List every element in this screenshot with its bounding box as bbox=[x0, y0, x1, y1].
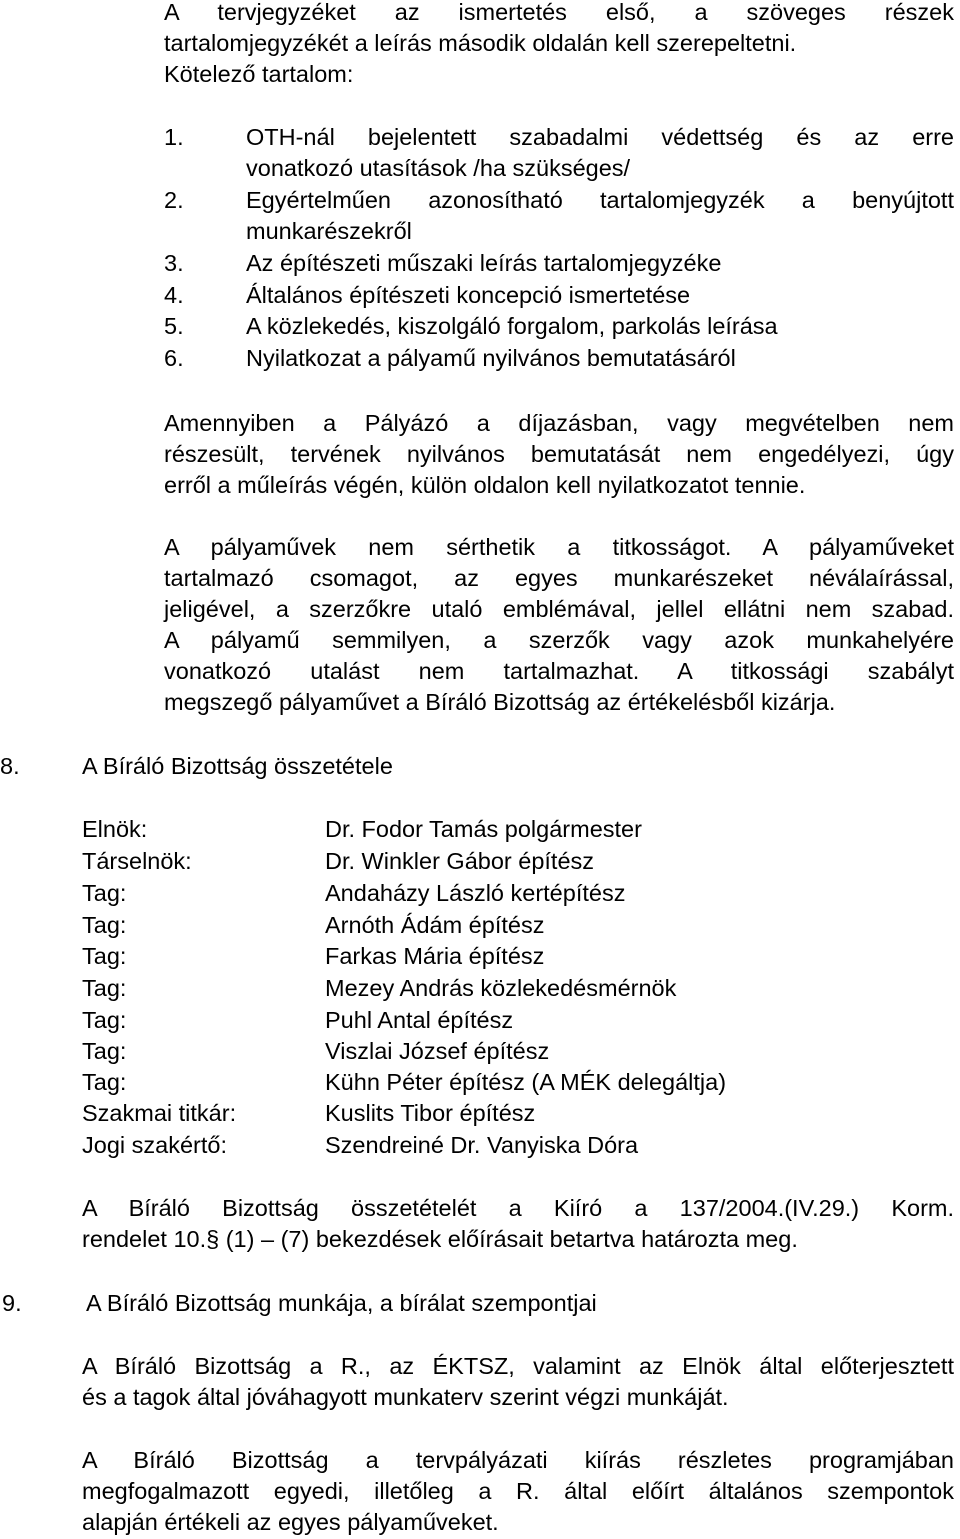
text-line: A Bíráló Bizottság a tervpályázati kiírás részletes programjában bbox=[82, 1447, 954, 1473]
committee-role: Társelnök: bbox=[82, 848, 192, 874]
intro-paragraph bbox=[164, 0, 954, 90]
list-item bbox=[164, 280, 954, 311]
list-number: 1. bbox=[164, 124, 184, 150]
committee-name: Farkas Mária építész bbox=[325, 943, 545, 969]
declaration-paragraph bbox=[164, 408, 954, 501]
text-line: megszegő pályaművet a Bíráló Bizottság az értékelésből kizárja. bbox=[164, 689, 836, 715]
list-item-text: A közlekedés, kiszolgáló forgalom, parkolás leírása bbox=[246, 313, 778, 339]
section-title: A Bíráló Bizottság összetétele bbox=[82, 753, 393, 779]
committee-name: Dr. Fodor Tamás polgármester bbox=[325, 816, 642, 842]
text-line: tartalmazó csomagot, az egyes munkarészeket néválaírással, bbox=[164, 565, 954, 591]
committee-role: Tag: bbox=[82, 1007, 127, 1033]
text-line: vonatkozó utalást nem tartalmazhat. A titkossági szabályt bbox=[164, 658, 954, 684]
committee-name: Kuslits Tibor építész bbox=[325, 1100, 536, 1126]
text-line: rendelet 10.§ (1) – (7) bekezdések előírásait betartva határozta meg. bbox=[82, 1226, 798, 1252]
text-line: jeligével, a szerzőkre utaló emblémával, jellel ellátni nem szabad. bbox=[164, 596, 954, 622]
committee-role: Tag: bbox=[82, 943, 127, 969]
list-item-text: Általános építészeti koncepció ismertetése bbox=[246, 282, 691, 308]
committee-role: Elnök: bbox=[82, 816, 148, 842]
text-line: tartalomjegyzékét a leírás második oldalán kell szerepeltetni. bbox=[164, 30, 797, 56]
text-line: A tervjegyzéket az ismertetés első, a szöveges részek bbox=[164, 0, 954, 25]
committee-role: Tag: bbox=[82, 912, 127, 938]
committee-role: Tag: bbox=[82, 975, 127, 1001]
text-line: erről a műleírás végén, külön oldalon kell nyilatkozatot tennie. bbox=[164, 472, 806, 498]
list-item bbox=[164, 343, 954, 374]
committee-name: Viszlai József építész bbox=[325, 1038, 550, 1064]
committee-role: Tag: bbox=[82, 880, 127, 906]
section-title: A Bíráló Bizottság munkája, a bírálat szempontjai bbox=[86, 1290, 597, 1316]
list-item bbox=[164, 248, 954, 279]
list-item bbox=[164, 311, 954, 342]
text-line: és a tagok által jóváhagyott munkaterv szerint végzi munkáját. bbox=[82, 1384, 729, 1410]
committee-role: Tag: bbox=[82, 1038, 127, 1064]
text-line: A pályaművek nem sérthetik a titkosságot. A pályaműveket bbox=[164, 534, 954, 560]
text-line: A Bíráló Bizottság a R., az ÉKTSZ, valamint az Elnök által előterjesztett bbox=[82, 1353, 954, 1379]
list-item-text: Egyértelműen azonosítható tartalomjegyzék a benyújtott bbox=[246, 187, 954, 213]
committee-name: Andaházy László kertépítész bbox=[325, 880, 626, 906]
text-line: megfogalmazott egyedi, illetőleg a R. által előírt általános szempontok bbox=[82, 1478, 954, 1504]
section-number: 9. bbox=[2, 1290, 22, 1316]
committee-name: Mezey András közlekedésmérnök bbox=[325, 975, 677, 1001]
text-line: részesült, tervének nyilvános bemutatását nem engedélyezi, úgy bbox=[164, 441, 954, 467]
text-line: Amennyiben a Pályázó a díjazásban, vagy megvételben nem bbox=[164, 410, 954, 436]
committee-role: Jogi szakértő: bbox=[82, 1132, 227, 1158]
list-number: 2. bbox=[164, 187, 184, 213]
list-number: 3. bbox=[164, 250, 184, 276]
list-item-text: OTH-nál bejelentett szabadalmi védettség és az erre bbox=[246, 124, 954, 150]
list-item-text: munkarészekről bbox=[246, 218, 412, 244]
list-number: 5. bbox=[164, 313, 184, 339]
text-line: Kötelező tartalom: bbox=[164, 61, 354, 87]
list-item-text: vonatkozó utasítások /ha szükséges/ bbox=[246, 155, 631, 181]
committee-basis-paragraph bbox=[82, 1193, 954, 1255]
section-number: 8. bbox=[0, 753, 20, 779]
list-item bbox=[164, 185, 954, 247]
committee-name: Szendreiné Dr. Vanyiska Dóra bbox=[325, 1132, 639, 1158]
list-item-text: Az építészeti műszaki leírás tartalomjegyzéke bbox=[246, 250, 722, 276]
text-line: A Bíráló Bizottság összetételét a Kiíró a 137/2004.(IV.29.) Korm. bbox=[82, 1195, 954, 1221]
secrecy-paragraph bbox=[164, 532, 954, 718]
committee-name: Arnóth Ádám építész bbox=[325, 912, 545, 938]
list-item-text: Nyilatkozat a pályamű nyilvános bemutatásáról bbox=[246, 345, 736, 371]
evaluation-paragraph bbox=[82, 1445, 954, 1538]
committee-name: Puhl Antal építész bbox=[325, 1007, 514, 1033]
workplan-paragraph bbox=[82, 1351, 954, 1413]
text-line: A pályamű semmilyen, a szerzők vagy azok munkahelyére bbox=[164, 627, 954, 653]
text-line: alapján értékeli az egyes pályaműveket. bbox=[82, 1509, 499, 1535]
committee-name: Kühn Péter építész (A MÉK delegáltja) bbox=[325, 1069, 727, 1095]
list-item bbox=[164, 122, 954, 184]
committee-name: Dr. Winkler Gábor építész bbox=[325, 848, 595, 874]
list-number: 6. bbox=[164, 345, 184, 371]
committee-role: Szakmai titkár: bbox=[82, 1100, 237, 1126]
list-number: 4. bbox=[164, 282, 184, 308]
committee-role: Tag: bbox=[82, 1069, 127, 1095]
